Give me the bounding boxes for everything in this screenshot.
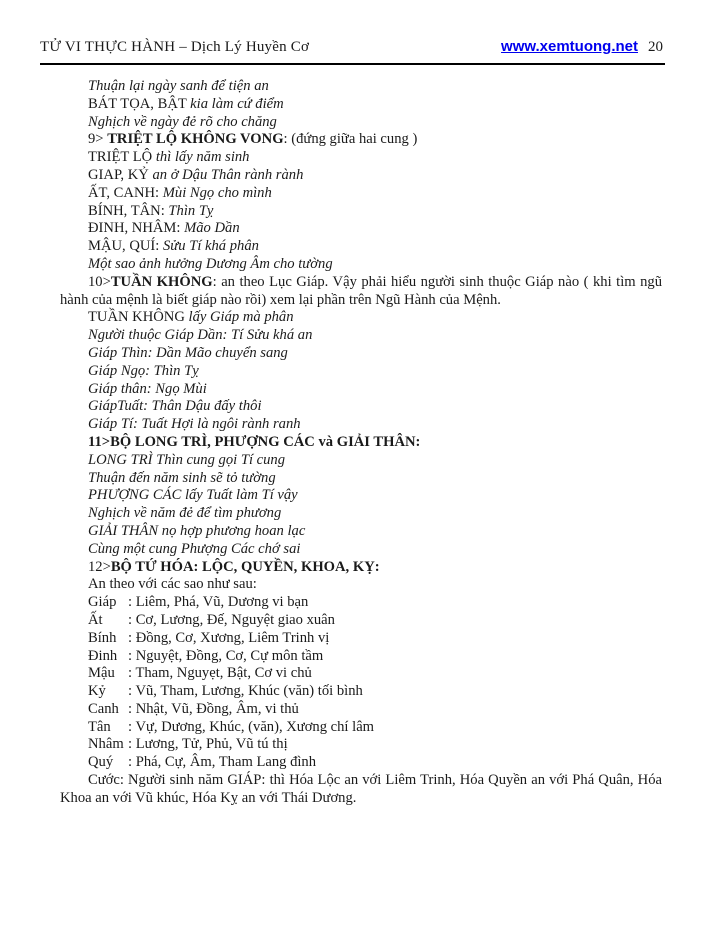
verse-line [88, 505, 662, 523]
mapping-key: Đinh [88, 647, 118, 664]
mapping-key: Mậu [88, 665, 115, 682]
header-right-group [501, 38, 663, 56]
mapping-key: Giáp [88, 594, 117, 611]
verse-line [88, 220, 662, 238]
mapping-value: Tham, Nguyẹt, Bật, Cơ vi chủ [135, 665, 312, 682]
verse-line [88, 238, 662, 256]
mapping-value: Phá, Cự, Âm, Tham Lang đình [135, 754, 317, 771]
text-segment: Giáp thân: Ngọ Mùi [88, 380, 207, 397]
verse-line [88, 452, 662, 470]
text-segment: 12> [88, 558, 111, 575]
text-segment: lấy Giáp mà phân [188, 309, 294, 326]
verse-line [88, 487, 662, 505]
mapping-key: Canh [88, 700, 119, 717]
text-segment: Một sao ảnh hưởng Dương Âm cho tường [88, 255, 333, 272]
colon-separator: : [128, 611, 136, 628]
text-segment: Nghịch về năm đẻ để tìm phương [88, 505, 282, 522]
verse-line [88, 470, 662, 488]
mapping-line [88, 754, 662, 772]
text-segment: BÍNH, TÂN: [88, 202, 169, 219]
text-segment: GIAP, KỶ [88, 166, 153, 183]
mapping-line [88, 719, 662, 737]
document-title: TỬ VI THỰC HÀNH – Dịch Lý Huyền Cơ [40, 39, 310, 55]
page-number: 20 [648, 39, 663, 55]
colon-separator: : [128, 754, 136, 771]
page-body [0, 65, 705, 808]
text-segment: BỘ TỨ HÓA: LỘC, QUYỀN, KHOA, KỴ: [110, 558, 380, 575]
verse-line [88, 309, 662, 327]
text-segment: 11>BỘ LONG TRÌ, PHƯỢNG CÁC và GIẢI THÂN: [88, 433, 421, 450]
colon-separator: : [128, 700, 136, 717]
mapping-key: Quý [88, 754, 114, 771]
text-segment: TRIỆT LỘ [88, 149, 156, 166]
mapping-line [88, 665, 662, 683]
verse-line [88, 114, 662, 132]
page-header [40, 38, 663, 56]
text-segment: : (đứng giữa hai cung ) [283, 131, 418, 148]
verse-line [88, 416, 662, 434]
text-segment: Nghịch về ngày đẻ rõ cho chăng [88, 113, 277, 130]
verse-line [88, 398, 662, 416]
mapping-value: Liêm, Phá, Vũ, Dương vi bạn [135, 594, 309, 611]
text-segment: Thuận lại ngày sanh để tiện an [88, 78, 269, 94]
colon-separator: : [128, 629, 136, 646]
text-segment: kia làm cứ điểm [190, 95, 284, 112]
verse-line [88, 327, 662, 345]
text-segment: TUẦN KHÔNG [110, 273, 213, 290]
verse-line [88, 256, 662, 274]
verse-line [88, 96, 662, 114]
mapping-line [88, 701, 662, 719]
site-link[interactable]: www.xemtuong.net [501, 38, 638, 55]
mapping-value: Vũ, Tham, Lương, Khúc (văn) tối bình [135, 683, 363, 700]
colon-separator: : [128, 647, 136, 664]
text-segment: Cùng một cung Phượng Các chớ sai [88, 540, 301, 557]
mapping-line [88, 630, 662, 648]
paragraph [60, 772, 662, 808]
text-segment: An theo với các sao như sau: [88, 576, 257, 593]
text-segment: an ở Dậu Thân rành rành [152, 166, 304, 183]
verse-line [88, 541, 662, 559]
mapping-key: Nhâm [88, 736, 124, 753]
text-segment: BÁT TỌA, BẬT [88, 95, 191, 112]
text-segment: 9> [88, 131, 108, 148]
text-segment: 10> [88, 273, 111, 290]
verse-line [88, 345, 662, 363]
text-segment: LONG TRÌ Thìn cung gọi Tí cung [88, 451, 286, 468]
colon-separator: : [128, 736, 136, 753]
text-segment: Giáp Tí: Tuất Hợi là ngôi rành ranh [88, 416, 301, 433]
verse-line [88, 185, 662, 203]
text-segment: Sửu Tí khá phân [163, 238, 259, 255]
verse-line [88, 381, 662, 399]
colon-separator: : [128, 594, 136, 611]
mapping-key: Ất [88, 611, 103, 628]
colon-separator: : [128, 683, 136, 700]
text-segment: PHƯỢNG CÁC lấy Tuất làm Tí vậy [88, 487, 298, 504]
text-segment: Mùi Ngọ cho mình [162, 184, 272, 201]
text-segment: Thuận đến năm sinh sẽ tỏ tường [88, 469, 276, 486]
text-segment: : an theo Lục Giáp. Vậy phải hiểu người sinh thuộc Giáp nào ( khi tìm ngũ hành của mệnh là biết giáp nào rồi) xem lại phần trên Ngũ Hành của Mệnh. [60, 273, 662, 308]
verse-line [88, 78, 662, 96]
verse-line [88, 363, 662, 381]
mapping-line [88, 648, 662, 666]
text-segment: MẬU, QUÍ: [88, 238, 163, 255]
text-segment: Giáp Ngọ: Thìn Tỵ [88, 362, 199, 379]
text-segment: Người thuộc Giáp Dần: Tí Sửu khá an [88, 327, 313, 344]
paragraph [60, 274, 662, 310]
text-segment: TUẦN KHÔNG [88, 309, 189, 326]
mapping-key: Bính [88, 629, 117, 646]
verse-line [88, 167, 662, 185]
mapping-line [88, 683, 662, 701]
verse-line [88, 149, 662, 167]
verse-line [88, 523, 662, 541]
mapping-line [88, 612, 662, 630]
verse-line [88, 559, 662, 577]
mapping-line [88, 736, 662, 754]
mapping-value: Lương, Tử, Phủ, Vũ tú thị [135, 736, 288, 753]
text-segment: thì lấy năm sinh [155, 149, 250, 166]
colon-separator: : [128, 665, 136, 682]
text-segment: Mão Dần [184, 220, 240, 237]
verse-line [88, 203, 662, 221]
mapping-key: Kỷ [88, 683, 106, 700]
mapping-value: Nhật, Vũ, Đồng, Âm, vi thủ [135, 700, 299, 717]
verse-line [88, 131, 662, 149]
text-segment: GIẢI THÂN nọ hợp phương hoan lạc [88, 522, 306, 539]
mapping-value: Nguyệt, Đồng, Cơ, Cự môn tầm [135, 647, 324, 664]
mapping-value: Vự, Dương, Khúc, (văn), Xương chí lâm [135, 718, 375, 735]
mapping-value: Cơ, Lương, Đế, Nguyệt giao xuân [135, 611, 335, 628]
mapping-line [88, 594, 662, 612]
colon-separator: : [128, 718, 136, 735]
verse-line [88, 434, 662, 452]
verse-line [88, 576, 662, 594]
text-segment: ẤT, CANH: [88, 184, 163, 201]
mapping-key: Tân [88, 718, 111, 735]
text-segment: Cước: Người sinh năm GIÁP: thì Hóa Lộc an với Liêm Trinh, Hóa Quyền an với Phá Quân, Hóa Khoa an với Vũ khúc, Hóa Kỵ an với Thái Dương. [60, 772, 662, 806]
text-segment: TRIỆT LỘ KHÔNG VONG [107, 131, 284, 148]
mapping-value: Đồng, Cơ, Xương, Liêm Trinh vị [135, 629, 330, 646]
text-segment: Giáp Thìn: Dần Mão chuyển sang [88, 344, 288, 361]
text-segment: Thìn Tỵ [168, 202, 214, 219]
text-segment: ĐINH, NHÂM: [88, 220, 185, 237]
text-segment: GiápTuất: Thân Dậu đấy thôi [88, 398, 262, 415]
